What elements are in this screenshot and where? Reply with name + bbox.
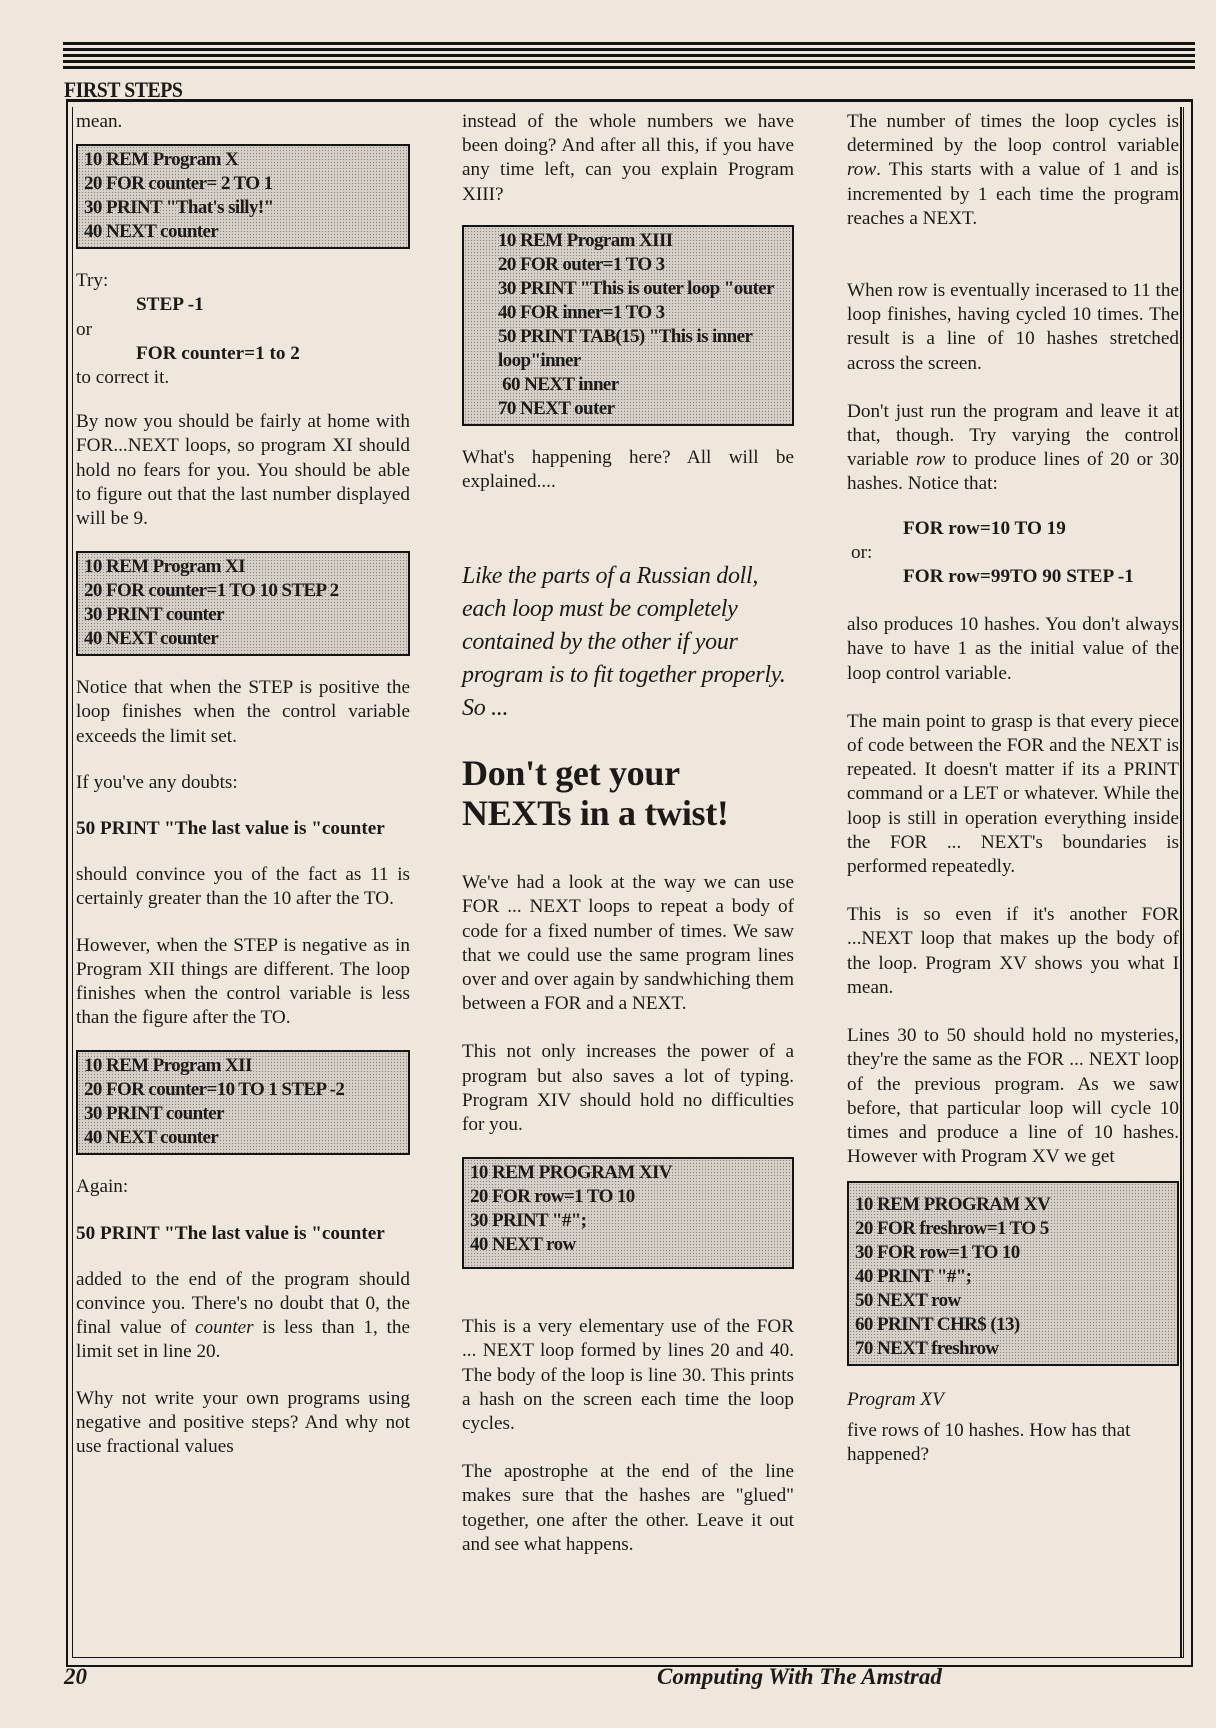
paragraph: mean. (76, 111, 123, 132)
code-line: 20 FOR outer=1 TO 3 (498, 253, 665, 275)
headline: Don't get your NEXTs in a twist! (462, 753, 729, 834)
column-2 (462, 110, 794, 1581)
paragraph: We've had a look at the way we can use FOR ... NEXT loops to repeat a body of code for a fixed number of times. We saw that we could use the same program lines over and over again by sandwhiching them between a FOR and a NEXT. (462, 872, 794, 1015)
code-line: 30 FOR row=1 TO 10 (855, 1242, 1020, 1264)
paragraph (76, 1268, 410, 1365)
code-snippet: FOR row=10 TO 19 (903, 517, 1066, 539)
code-line: 10 REM Program XI (84, 556, 245, 578)
code-line: 10 REM PROGRAM XV (855, 1194, 1051, 1216)
paragraph: instead of the whole numbers we have been doing? And after all this, if you have any time left, can you explain Program XIII? (462, 111, 794, 205)
paragraph: If you've any doubts: (76, 771, 238, 793)
code-line: 20 FOR counter= 2 TO 1 (84, 173, 273, 195)
italic-variable: counter (195, 1317, 254, 1339)
paragraph: However, when the STEP is negative as in Program XII things are different. The loop finishes when the control variable is less than the figure after the TO. (76, 934, 410, 1029)
paragraph (847, 110, 1179, 231)
paragraph: This is so even if it's another FOR ...NEXT loop that makes up the body of the loop. Program XV shows you what I mean. (847, 904, 1179, 998)
column-rule (1180, 107, 1182, 1657)
text-run: is less than 1, the limit set in line 20. (76, 1317, 410, 1363)
code-line: 10 REM Program X (84, 149, 239, 171)
code-line: 50 NEXT row (855, 1290, 961, 1312)
paragraph: should convince you of the fact as 11 is certainly greater than the 10 after the TO. (76, 864, 410, 910)
paragraph: This is a very elementary use of the FOR ... NEXT loop formed by lines 20 and 40. The body of the loop is line 30. This prints a hash on the screen each time the loop cycles. (462, 1316, 794, 1435)
paragraph: also produces 10 hashes. You don't always have to have 1 as the initial value of the loop control variable. (847, 614, 1179, 684)
code-line: 40 PRINT "#"; (855, 1266, 972, 1288)
paragraph: The apostrophe at the end of the line makes sure that the hashes are "glued" together, one after the other. Leave it out and see what happens. (462, 1461, 794, 1555)
paragraph (847, 400, 1179, 497)
code-line: 30 PRINT "#"; (470, 1210, 587, 1232)
code-line: 10 REM Program XII (84, 1055, 252, 1077)
code-snippet: 50 PRINT "The last value is "counter (76, 818, 385, 840)
code-line: 60 PRINT CHR$ (13) (855, 1314, 1020, 1336)
text-run: . This starts with a value of 1 and is incremented by 1 each time the program reaches a NEXT. (847, 159, 1179, 229)
text-run: The number of times the loop cycles is determined by the loop control variable (847, 111, 1179, 157)
paragraph: When row is eventually incerased to 11 the loop finishes, having cycled 10 times. The result is a line of 10 hashes stretched across the screen. (847, 280, 1179, 374)
paragraph: The main point to grasp is that every piece of code between the FOR and the NEXT is repeated. It doesn't matter if its a PRINT command or a LET or whatever. While the loop is still in operation everything inside the FOR ... NEXT's boundaries is performed repeatedly. (847, 710, 1179, 878)
code-line: 40 FOR inner=1 TO 3 (498, 301, 665, 323)
code-snippet: 50 PRINT "The last value is "counter (76, 1222, 385, 1244)
code-line: 10 REM Program XIII (498, 229, 673, 251)
paragraph: This not only increases the power of a program but also saves a lot of typing. Program XIV should hold no difficulties for you. (462, 1041, 794, 1136)
code-snippet: STEP -1 (136, 294, 204, 316)
pull-quote: Like the parts of a Russian doll, each loop must be completely contained by the other if your program is to fit together properly. So ... (462, 563, 786, 722)
code-snippet: FOR row=99TO 90 STEP -1 (903, 566, 1134, 588)
code-listing-program-xiv (462, 1157, 794, 1269)
code-listing-program-xv (847, 1181, 1179, 1366)
text-run: added to the end of the program should convince you. There's no doubt that 0, the final value of (76, 1268, 410, 1339)
or-label: or: (851, 541, 873, 563)
code-line: 40 NEXT row (470, 1234, 576, 1256)
paragraph: What's happening here? All will be explained.... (462, 446, 794, 493)
code-line: 20 FOR counter=10 TO 1 STEP -2 (84, 1079, 345, 1101)
code-line: 20 FOR counter=1 TO 10 STEP 2 (84, 580, 339, 602)
section-title: FIRST STEPS (64, 77, 183, 102)
code-listing-program-x (76, 144, 410, 249)
italic-variable: row (916, 449, 946, 471)
code-line: 70 NEXT outer (498, 397, 615, 419)
code-line: 40 NEXT counter (84, 1127, 219, 1149)
magazine-title: Computing With The Amstrad (657, 1664, 942, 1689)
code-line: 30 PRINT "This is outer loop "outer (498, 277, 774, 299)
code-line: 60 NEXT inner (498, 373, 619, 395)
paragraph: five rows of 10 hashes. How has that happened? (847, 1419, 1131, 1465)
paragraph: Why not write your own programs using negative and positive steps? And why not use fractional values (76, 1387, 410, 1458)
code-line: 20 FOR row=1 TO 10 (470, 1186, 635, 1208)
try-label: Try: (76, 270, 109, 292)
code-line: 10 REM PROGRAM XIV (470, 1162, 672, 1184)
code-snippet: FOR counter=1 to 2 (136, 342, 300, 364)
italic-variable: row (847, 159, 877, 181)
code-line: 30 PRINT counter (84, 604, 224, 626)
text-run: Don't just run the program and leave it at that, though. Try varying the control variable (847, 400, 1179, 471)
code-listing-program-xii (76, 1050, 410, 1155)
code-line: 40 NEXT counter (84, 221, 219, 243)
code-line: 30 PRINT "That's silly!" (84, 197, 274, 219)
code-listing-program-xiii (462, 225, 794, 426)
column-1 (76, 110, 410, 1483)
code-line: 30 PRINT counter (84, 1103, 224, 1125)
code-line: 50 PRINT TAB(15) "This is inner loop"inner (498, 325, 757, 371)
paragraph: Notice that when the STEP is positive the loop finishes when the control variable exceeds the limit set. (76, 677, 410, 747)
code-line: 70 NEXT freshrow (855, 1338, 999, 1360)
header-rule-bars (63, 42, 1195, 72)
paragraph: Lines 30 to 50 should hold no mysteries, they're the same as the FOR ... NEXT loop of the previous program. As we saw before, that particular loop will cycle 10 times and produce a line of 10 hashes. However with Program XV we get (847, 1025, 1179, 1168)
code-listing-program-xi (76, 551, 410, 656)
or-label: or (76, 318, 92, 340)
paragraph: to correct it. (76, 367, 170, 389)
text-run: to produce lines of 20 or 30 hashes. Notice that: (847, 449, 1179, 495)
paragraph: Again: (76, 1176, 129, 1198)
listing-caption: Program XV (847, 1389, 944, 1411)
code-line: 40 NEXT counter (84, 628, 219, 650)
column-3 (847, 110, 1179, 1491)
code-line: 20 FOR freshrow=1 TO 5 (855, 1218, 1049, 1240)
page-number: 20 (64, 1664, 87, 1689)
paragraph: By now you should be fairly at home with FOR...NEXT loops, so program XI should hold no fears for you. You should be able to figure out that the last number displayed will be 9. (76, 411, 410, 530)
